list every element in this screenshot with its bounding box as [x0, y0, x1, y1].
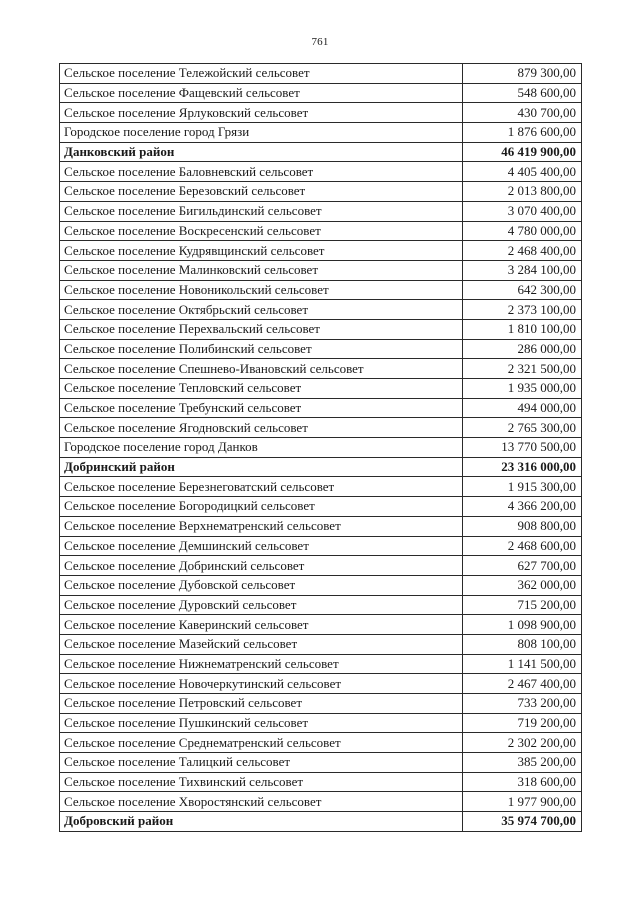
settlement-name-cell: Сельское поселение Тележойский сельсовет	[60, 64, 463, 84]
settlement-name-cell: Сельское поселение Березовский сельсовет	[60, 182, 463, 202]
settlement-amount-cell: 318 600,00	[463, 772, 582, 792]
settlement-row	[60, 753, 582, 773]
settlement-name-cell: Сельское поселение Тепловский сельсовет	[60, 379, 463, 399]
settlement-row	[60, 339, 582, 359]
settlement-name-cell: Сельское поселение Полибинский сельсовет	[60, 339, 463, 359]
settlement-name-cell: Сельское поселение Фащевский сельсовет	[60, 83, 463, 103]
settlement-name-cell: Сельское поселение Новочеркутинский сельсовет	[60, 674, 463, 694]
settlement-name-cell: Сельское поселение Новоникольский сельсовет	[60, 280, 463, 300]
settlement-name-cell: Сельское поселение Малинковский сельсовет	[60, 260, 463, 280]
settlement-name-cell: Сельское поселение Ярлуковский сельсовет	[60, 103, 463, 123]
settlement-name-cell: Сельское поселение Верхнематренский сельсовет	[60, 516, 463, 536]
settlement-name-cell: Сельское поселение Пушкинский сельсовет	[60, 713, 463, 733]
district-amount-cell: 23 316 000,00	[463, 457, 582, 477]
settlement-row	[60, 792, 582, 812]
settlement-name-cell: Сельское поселение Кудрявщинский сельсовет	[60, 241, 463, 261]
settlement-row	[60, 64, 582, 84]
settlement-name-cell: Сельское поселение Березнеговатский сельсовет	[60, 477, 463, 497]
settlement-row	[60, 162, 582, 182]
settlement-amount-cell: 2 467 400,00	[463, 674, 582, 694]
settlement-amount-cell: 494 000,00	[463, 398, 582, 418]
settlement-row	[60, 595, 582, 615]
settlement-amount-cell: 385 200,00	[463, 753, 582, 773]
settlement-amount-cell: 13 770 500,00	[463, 438, 582, 458]
settlement-name-cell: Сельское поселение Нижнематренский сельсовет	[60, 654, 463, 674]
settlement-name-cell: Сельское поселение Бигильдинский сельсовет	[60, 201, 463, 221]
page-number: 761	[311, 36, 329, 48]
settlement-name-cell: Сельское поселение Хворостянский сельсовет	[60, 792, 463, 812]
settlement-name-cell: Сельское поселение Демшинский сельсовет	[60, 536, 463, 556]
settlement-name-cell: Сельское поселение Перехвальский сельсовет	[60, 319, 463, 339]
settlement-amount-cell: 3 284 100,00	[463, 260, 582, 280]
settlement-row	[60, 694, 582, 714]
settlement-row	[60, 772, 582, 792]
settlement-amount-cell: 627 700,00	[463, 556, 582, 576]
settlement-row	[60, 477, 582, 497]
settlement-name-cell: Сельское поселение Спешнево-Ивановский сельсовет	[60, 359, 463, 379]
settlement-row	[60, 319, 582, 339]
settlement-amount-cell: 2 321 500,00	[463, 359, 582, 379]
settlement-name-cell: Сельское поселение Октябрьский сельсовет	[60, 300, 463, 320]
settlement-amount-cell: 715 200,00	[463, 595, 582, 615]
settlement-amount-cell: 1 876 600,00	[463, 123, 582, 143]
settlement-name-cell: Городское поселение город Данков	[60, 438, 463, 458]
settlement-row	[60, 634, 582, 654]
settlement-row	[60, 359, 582, 379]
settlement-row	[60, 733, 582, 753]
district-name-cell: Добринский район	[60, 457, 463, 477]
settlement-amount-cell: 1 810 100,00	[463, 319, 582, 339]
settlement-name-cell: Сельское поселение Тихвинский сельсовет	[60, 772, 463, 792]
settlement-row	[60, 556, 582, 576]
settlement-row	[60, 575, 582, 595]
settlement-row	[60, 398, 582, 418]
settlement-row	[60, 260, 582, 280]
settlement-amount-cell: 1 141 500,00	[463, 654, 582, 674]
district-total-row	[60, 812, 582, 832]
settlement-amount-cell: 719 200,00	[463, 713, 582, 733]
settlement-row	[60, 83, 582, 103]
settlement-row	[60, 300, 582, 320]
settlement-amount-cell: 733 200,00	[463, 694, 582, 714]
settlement-name-cell: Сельское поселение Требунский сельсовет	[60, 398, 463, 418]
settlement-name-cell: Сельское поселение Петровский сельсовет	[60, 694, 463, 714]
settlement-amount-cell: 2 468 600,00	[463, 536, 582, 556]
settlement-name-cell: Сельское поселение Воскресенский сельсовет	[60, 221, 463, 241]
settlement-amount-cell: 1 935 000,00	[463, 379, 582, 399]
settlement-amount-cell: 3 070 400,00	[463, 201, 582, 221]
settlement-amount-cell: 4 405 400,00	[463, 162, 582, 182]
settlement-amount-cell: 2 373 100,00	[463, 300, 582, 320]
settlement-name-cell: Сельское поселение Среднематренский сельсовет	[60, 733, 463, 753]
district-total-row	[60, 142, 582, 162]
settlement-name-cell: Сельское поселение Талицкий сельсовет	[60, 753, 463, 773]
settlement-row	[60, 201, 582, 221]
district-name-cell: Данковский район	[60, 142, 463, 162]
settlement-amount-cell: 908 800,00	[463, 516, 582, 536]
settlement-row	[60, 280, 582, 300]
district-amount-cell: 35 974 700,00	[463, 812, 582, 832]
settlement-amount-cell: 642 300,00	[463, 280, 582, 300]
settlement-row	[60, 497, 582, 517]
settlement-name-cell: Сельское поселение Богородицкий сельсовет	[60, 497, 463, 517]
budget-allocation-table	[59, 63, 582, 832]
settlement-name-cell: Сельское поселение Баловневский сельсовет	[60, 162, 463, 182]
settlement-amount-cell: 4 780 000,00	[463, 221, 582, 241]
settlement-amount-cell: 430 700,00	[463, 103, 582, 123]
settlement-amount-cell: 879 300,00	[463, 64, 582, 84]
settlement-amount-cell: 1 098 900,00	[463, 615, 582, 635]
settlement-row	[60, 418, 582, 438]
settlement-row	[60, 438, 582, 458]
budget-table-body	[60, 64, 582, 832]
settlement-row	[60, 182, 582, 202]
settlement-name-cell: Сельское поселение Мазейский сельсовет	[60, 634, 463, 654]
settlement-row	[60, 674, 582, 694]
settlement-name-cell: Сельское поселение Дуровский сельсовет	[60, 595, 463, 615]
settlement-row	[60, 516, 582, 536]
settlement-amount-cell: 2 302 200,00	[463, 733, 582, 753]
settlement-amount-cell: 1 915 300,00	[463, 477, 582, 497]
settlement-row	[60, 379, 582, 399]
settlement-amount-cell: 362 000,00	[463, 575, 582, 595]
settlement-row	[60, 103, 582, 123]
settlement-name-cell: Сельское поселение Ягодновский сельсовет	[60, 418, 463, 438]
settlement-name-cell: Сельское поселение Каверинский сельсовет	[60, 615, 463, 635]
settlement-amount-cell: 2 765 300,00	[463, 418, 582, 438]
settlement-row	[60, 221, 582, 241]
district-name-cell: Добровский район	[60, 812, 463, 832]
settlement-amount-cell: 4 366 200,00	[463, 497, 582, 517]
district-amount-cell: 46 419 900,00	[463, 142, 582, 162]
settlement-row	[60, 123, 582, 143]
settlement-row	[60, 241, 582, 261]
settlement-amount-cell: 548 600,00	[463, 83, 582, 103]
settlement-row	[60, 536, 582, 556]
settlement-amount-cell: 2 013 800,00	[463, 182, 582, 202]
settlement-amount-cell: 286 000,00	[463, 339, 582, 359]
settlement-name-cell: Сельское поселение Добринский сельсовет	[60, 556, 463, 576]
settlement-amount-cell: 1 977 900,00	[463, 792, 582, 812]
settlement-row	[60, 615, 582, 635]
district-total-row	[60, 457, 582, 477]
settlement-row	[60, 713, 582, 733]
settlement-amount-cell: 2 468 400,00	[463, 241, 582, 261]
settlement-amount-cell: 808 100,00	[463, 634, 582, 654]
settlement-name-cell: Сельское поселение Дубовской сельсовет	[60, 575, 463, 595]
settlement-row	[60, 654, 582, 674]
settlement-name-cell: Городское поселение город Грязи	[60, 123, 463, 143]
